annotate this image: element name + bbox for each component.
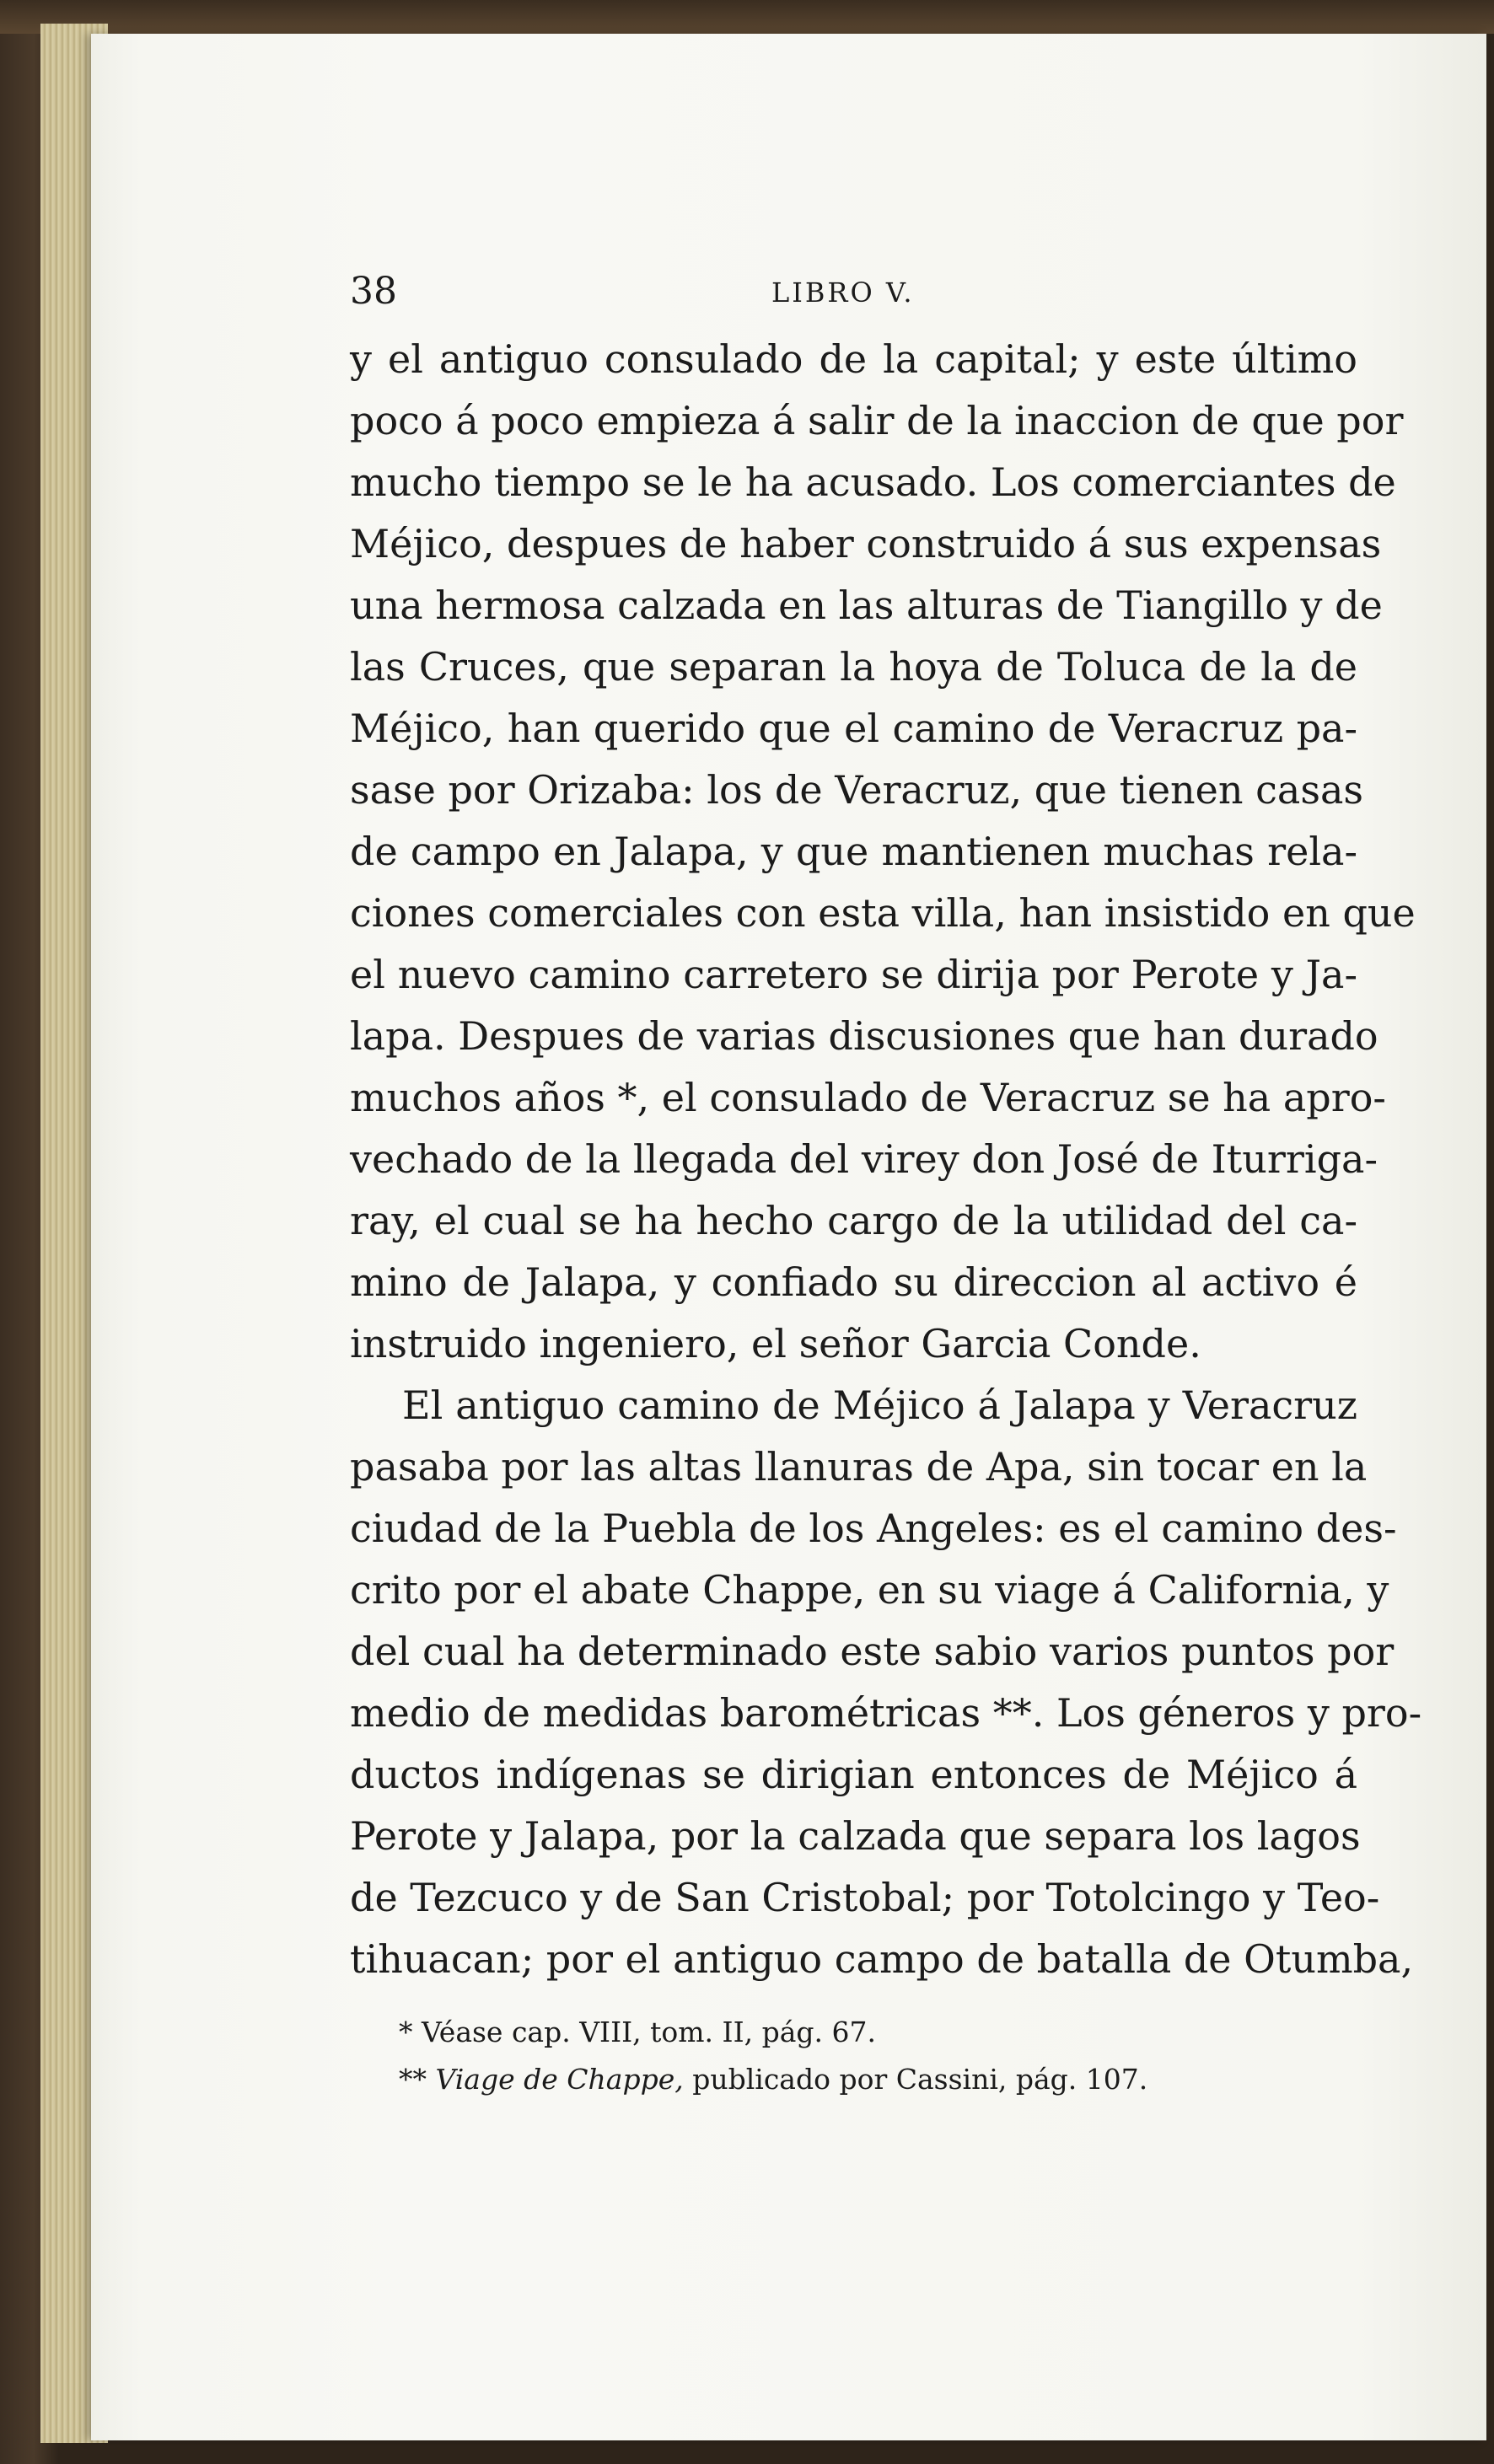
footnote-1: * Véase cap. VIII, tom. II, pág. 67. [399, 2016, 876, 2048]
footnote-2-text: publicado por Cassini, pág. 107. [692, 2063, 1148, 2096]
footnote-2 [399, 2056, 1357, 2103]
text-line: Perote y Jalapa, por la calzada que separa los lagos [350, 1813, 1361, 1859]
text-line: ciones comerciales con esta villa, han insistido en que [350, 890, 1416, 936]
text-line: ray, el cual se ha hecho cargo de la utilidad del ca- [350, 1198, 1357, 1243]
text-line: del cual ha determinado este sabio varios puntos por [350, 1629, 1395, 1674]
footnotes [350, 2009, 1357, 2103]
footnote-2-title: Viage de Chappe, [435, 2063, 684, 2096]
paragraph-1 [350, 329, 1416, 1375]
text-line: medio de medidas barométricas **. Los géneros y pro- [350, 1690, 1422, 1736]
text-line: ductos indígenas se dirigian entonces de Méjico á [350, 1752, 1357, 1797]
footnote-2-marker: ** [399, 2063, 427, 2096]
text-line: ciudad de la Puebla de los Angeles: es el camino des- [350, 1506, 1397, 1551]
text-line: y el antiguo consulado de la capital; y este último [350, 336, 1357, 382]
text-line: vechado de la llegada del virey don José de Iturriga- [350, 1136, 1378, 1182]
text-line: de campo en Jalapa, y que mantienen muchas rela- [350, 829, 1357, 874]
text-line: poco á poco empieza á salir de la inaccion de que por [350, 398, 1404, 443]
text-line: lapa. Despues de varias discusiones que han durado [350, 1013, 1378, 1059]
running-head: LIBRO V. [771, 276, 915, 309]
body-text [350, 329, 1422, 1990]
text-line: sase por Orizaba: los de Veracruz, que tienen casas [350, 767, 1363, 813]
page-header [350, 270, 1357, 329]
page-number: 38 [350, 270, 397, 313]
paragraph-2 [350, 1375, 1422, 1990]
text-line: el nuevo camino carretero se dirija por Perote y Ja- [350, 952, 1357, 997]
text-line: una hermosa calzada en las alturas de Tiangillo y de [350, 582, 1383, 628]
text-line: El antiguo camino de Méjico á Jalapa y Veracruz [402, 1382, 1357, 1428]
text-line: crito por el abate Chappe, en su viage á California, y [350, 1567, 1389, 1613]
text-line: las Cruces, que separan la hoya de Toluca de la de [350, 644, 1357, 690]
text-line: mucho tiempo se le ha acusado. Los comerciantes de [350, 459, 1396, 505]
text-line: Méjico, despues de haber construido á sus expensas [350, 521, 1382, 566]
text-line: instruido ingeniero, el señor Garcia Conde. [350, 1321, 1201, 1366]
text-line: muchos años *, el consulado de Veracruz se ha apro- [350, 1075, 1386, 1120]
text-line: tihuacan; por el antiguo campo de batalla de Otumba, [350, 1936, 1414, 1982]
page-content [350, 270, 1422, 2103]
text-line: pasaba por las altas llanuras de Apa, sin tocar en la [350, 1444, 1368, 1490]
book-cover-edge [0, 0, 1494, 34]
text-line: mino de Jalapa, y confiado su direccion al activo é [350, 1259, 1357, 1305]
text-line: Méjico, han querido que el camino de Veracruz pa- [350, 706, 1357, 751]
text-line: de Tezcuco y de San Cristobal; por Totolcingo y Teo- [350, 1875, 1380, 1920]
